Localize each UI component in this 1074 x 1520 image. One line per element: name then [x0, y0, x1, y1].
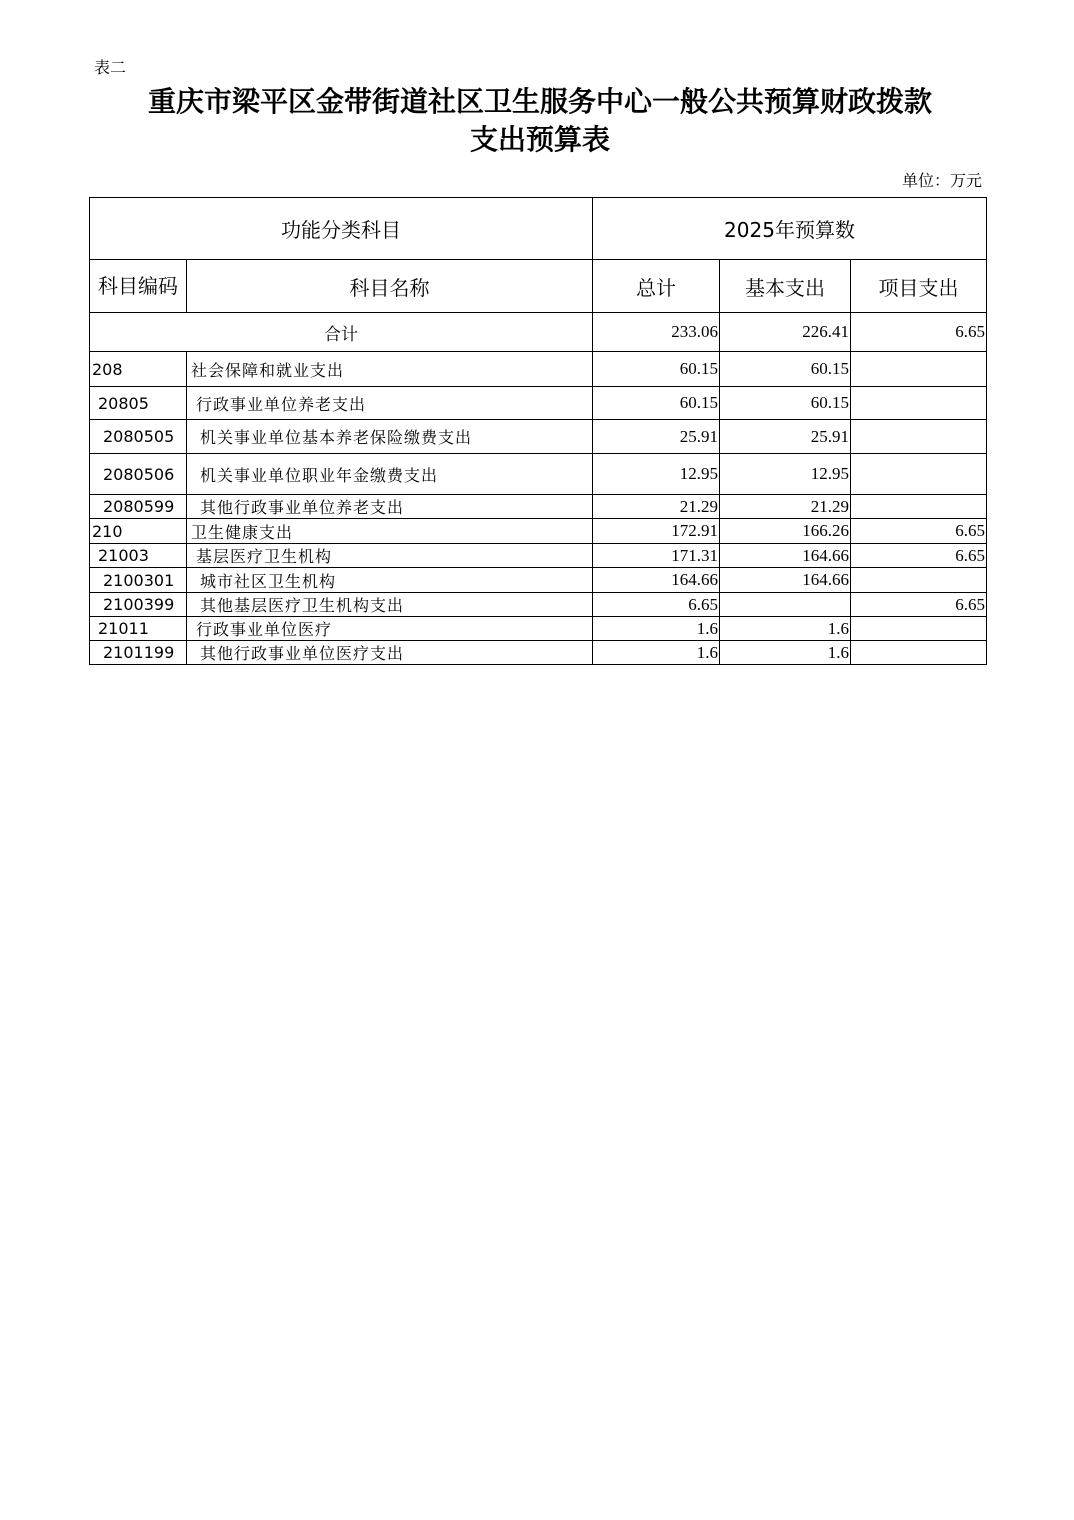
row-name: 其他行政事业单位医疗支出 [187, 641, 593, 665]
header-functional-classification: 功能分类科目 [90, 198, 593, 260]
row-total: 171.31 [593, 544, 720, 568]
header-budget-year: 2025年预算数 [593, 198, 987, 260]
row-name: 城市社区卫生机构 [187, 568, 593, 593]
row-name: 行政事业单位养老支出 [187, 387, 593, 420]
row-basic: 164.66 [720, 544, 851, 568]
row-code: 2101199 [90, 641, 187, 665]
header-code: 科目编码 [90, 260, 187, 313]
row-name: 机关事业单位职业年金缴费支出 [187, 454, 593, 495]
row-code: 2100399 [90, 593, 187, 617]
row-code: 210 [90, 519, 187, 544]
table-row [90, 387, 987, 420]
row-project: 6.65 [851, 544, 987, 568]
row-total: 164.66 [593, 568, 720, 593]
table-label: 表二 [94, 58, 127, 77]
total-label: 合计 [90, 313, 593, 352]
row-project [851, 641, 987, 665]
row-name: 基层医疗卫生机构 [187, 544, 593, 568]
row-name: 行政事业单位医疗 [187, 617, 593, 641]
row-name: 社会保障和就业支出 [187, 352, 593, 387]
row-code: 2080506 [90, 454, 187, 495]
row-code: 2080599 [90, 495, 187, 519]
row-total: 6.65 [593, 593, 720, 617]
row-name: 机关事业单位基本养老保险缴费支出 [187, 420, 593, 454]
row-project [851, 617, 987, 641]
row-basic: 1.6 [720, 641, 851, 665]
row-basic: 60.15 [720, 352, 851, 387]
row-code: 2100301 [90, 568, 187, 593]
row-basic: 12.95 [720, 454, 851, 495]
table-row [90, 568, 987, 593]
row-project: 6.65 [851, 593, 987, 617]
total-project: 6.65 [851, 313, 987, 352]
row-total: 1.6 [593, 641, 720, 665]
row-basic: 60.15 [720, 387, 851, 420]
row-total: 21.29 [593, 495, 720, 519]
row-name: 卫生健康支出 [187, 519, 593, 544]
row-basic [720, 593, 851, 617]
row-total: 172.91 [593, 519, 720, 544]
table-row [90, 544, 987, 568]
table-row [90, 352, 987, 387]
header-basic: 基本支出 [720, 260, 851, 313]
row-total: 60.15 [593, 352, 720, 387]
row-project [851, 387, 987, 420]
row-total: 12.95 [593, 454, 720, 495]
row-code: 21011 [90, 617, 187, 641]
table-row [90, 519, 987, 544]
table-row [90, 454, 987, 495]
header-project: 项目支出 [851, 260, 987, 313]
table-row [90, 593, 987, 617]
row-name: 其他基层医疗卫生机构支出 [187, 593, 593, 617]
row-project [851, 495, 987, 519]
total-row [90, 313, 987, 352]
row-total: 60.15 [593, 387, 720, 420]
row-project [851, 420, 987, 454]
row-code: 208 [90, 352, 187, 387]
page-title: 重庆市梁平区金带街道社区卫生服务中心一般公共预算财政拨款 [147, 85, 932, 118]
table-row [90, 641, 987, 665]
row-basic: 164.66 [720, 568, 851, 593]
page-title-continued: 支出预算表 [469, 123, 610, 156]
table-row [90, 420, 987, 454]
row-code: 20805 [90, 387, 187, 420]
table-row [90, 495, 987, 519]
total-basic: 226.41 [720, 313, 851, 352]
row-project [851, 454, 987, 495]
total-sum: 233.06 [593, 313, 720, 352]
row-basic: 21.29 [720, 495, 851, 519]
row-code: 21003 [90, 544, 187, 568]
budget-table [89, 197, 987, 665]
header-name: 科目名称 [187, 260, 593, 313]
row-total: 25.91 [593, 420, 720, 454]
table-row [90, 617, 987, 641]
row-code: 2080505 [90, 420, 187, 454]
row-total: 1.6 [593, 617, 720, 641]
row-project [851, 568, 987, 593]
row-basic: 1.6 [720, 617, 851, 641]
row-project: 6.65 [851, 519, 987, 544]
row-name: 其他行政事业单位养老支出 [187, 495, 593, 519]
header-total: 总计 [593, 260, 720, 313]
row-basic: 166.26 [720, 519, 851, 544]
unit-label: 单位：万元 [901, 171, 982, 190]
row-basic: 25.91 [720, 420, 851, 454]
row-project [851, 352, 987, 387]
